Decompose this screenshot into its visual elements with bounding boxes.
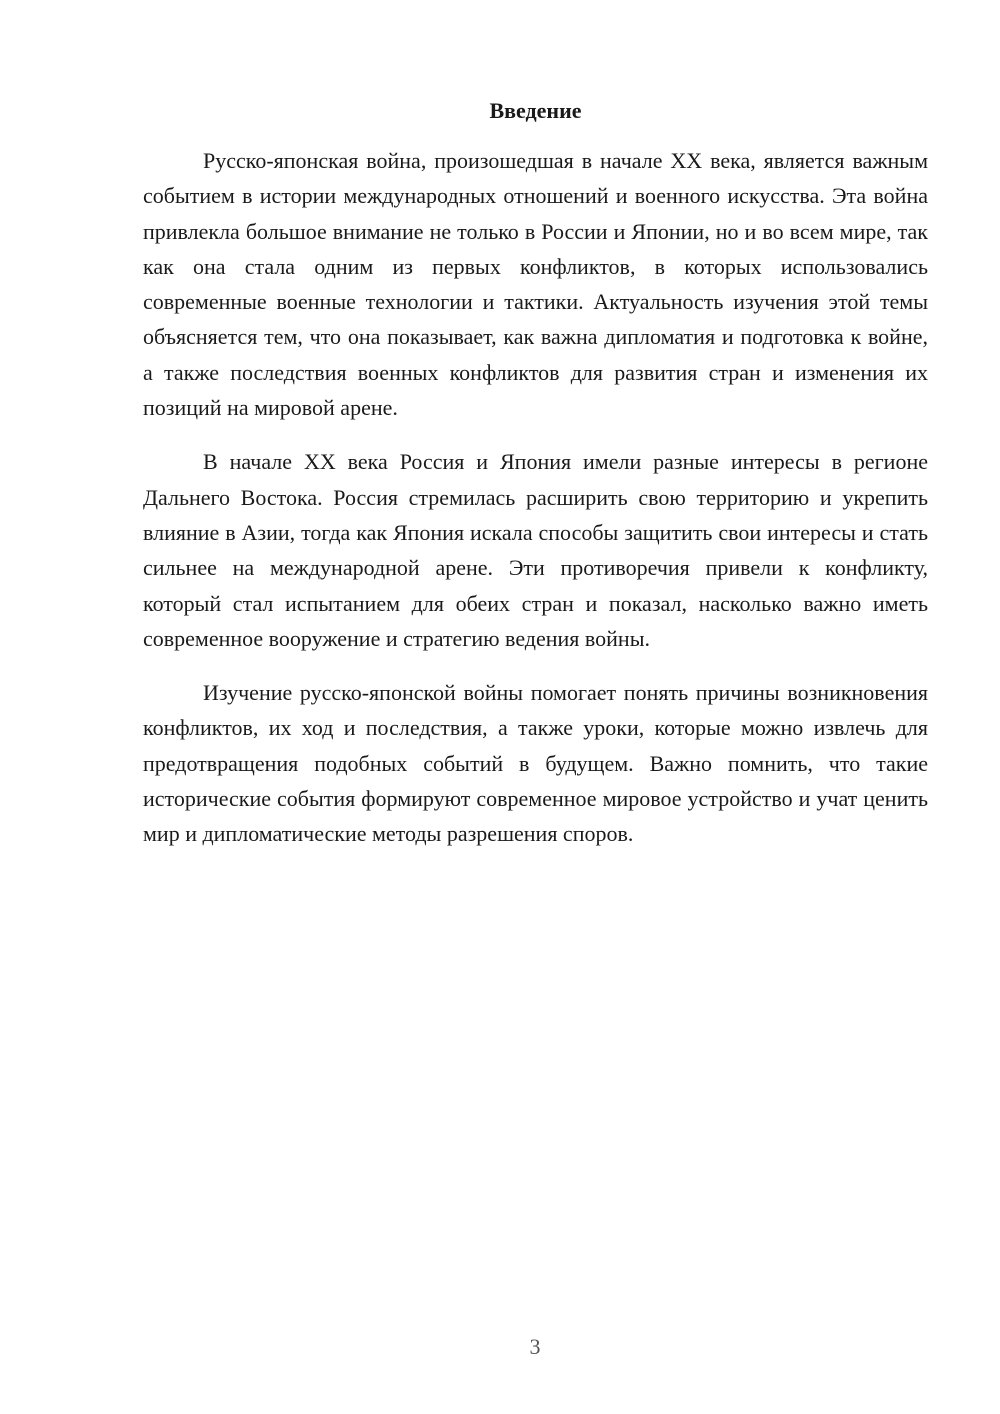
paragraph-1: Русско-японская война, произошедшая в начале XX века, является важным событием в истории международных отношений и военного искусства. Эта война привлекла большое внимание не только в России и Японии, но и во всем мире, так как она стала одним из первых конфликтов, в которых использовались современные военные технологии и тактики. Актуальность изучения этой темы объясняется тем, что она показывает, как важна дипломатия и подготовка к войне, а также последствия военных конфликтов для развития стран и изменения их позиций на мировой арене.	[143, 148, 928, 421]
section-heading: Введение	[489, 98, 582, 123]
page-content	[143, 96, 928, 871]
page-number: 3	[529, 1334, 541, 1359]
paragraph-2: В начале XX века Россия и Япония имели разные интересы в регионе Дальнего Востока. Россия стремилась расширить свою территорию и укрепить влияние в Азии, тогда как Япония искала способы защитить свои интересы и стать сильнее на международной арене. Эти противоречия привели к конфликту, который стал испытанием для обеих стран и показал, насколько важно иметь современное вооружение и стратегию ведения войны.	[143, 449, 928, 651]
paragraph-3: Изучение русско-японской войны помогает понять причины возникновения конфликтов, их ход и последствия, а также уроки, которые можно извлечь для предотвращения подобных событий в будущем. Важно помнить, что такие исторические события формируют современное мировое устройство и учат ценить мир и дипломатические методы разрешения споров.	[143, 680, 928, 847]
